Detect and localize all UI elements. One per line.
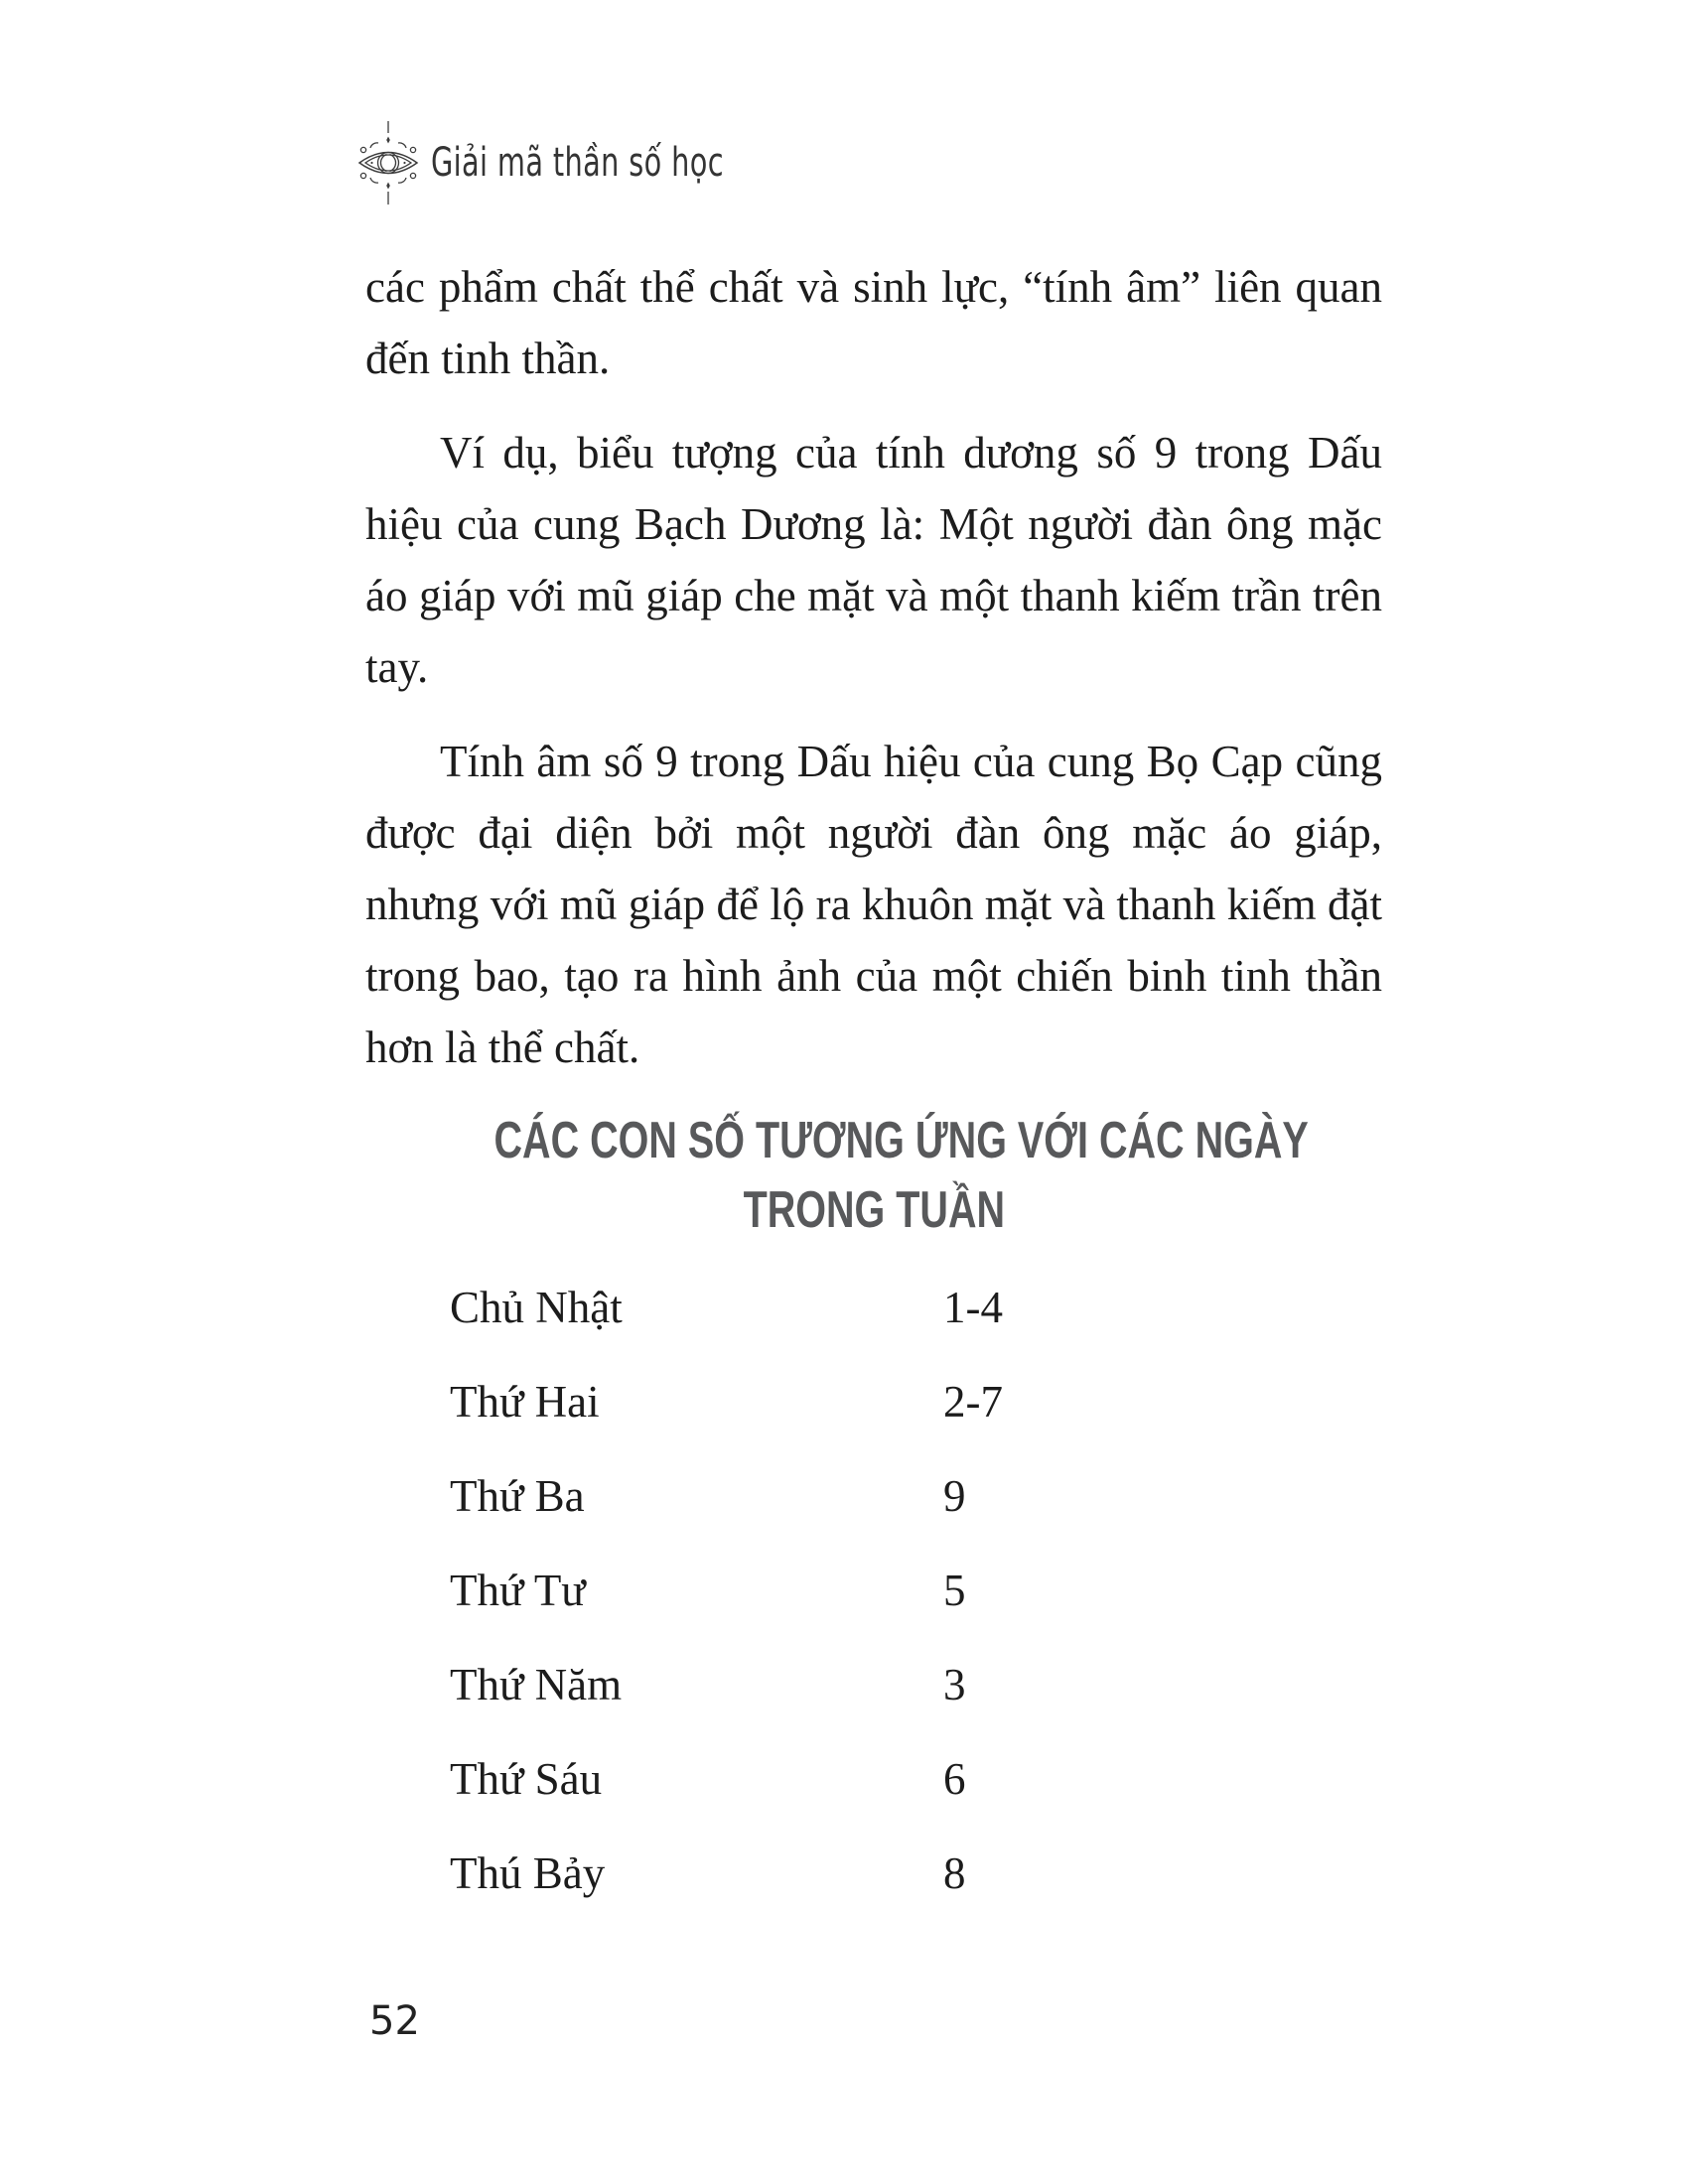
day-label: Thứ Sáu: [450, 1754, 603, 1804]
section-heading: [365, 1106, 1382, 1245]
day-label: Thứ Tư: [450, 1566, 586, 1615]
day-label: Thứ Ba: [450, 1471, 585, 1521]
day-numbers: 2-7: [943, 1377, 1003, 1427]
day-numbers: 9: [943, 1471, 966, 1521]
day-label: Thứ Năm: [450, 1660, 623, 1709]
table-row: [450, 1261, 1382, 1355]
page-number: 52: [369, 1998, 420, 2044]
section-heading-line-1: CÁC CON SỐ TƯƠNG ỨNG VỚI CÁC NGÀY: [493, 1112, 1309, 1169]
table-row: [450, 1355, 1382, 1449]
table-row: [450, 1732, 1382, 1827]
day-numbers: 5: [943, 1566, 966, 1615]
paragraph-2: Ví dụ, biểu tượng của tính dương số 9 trong Dấu hiệu của cung Bạch Dương là: Một người đàn ông mặc áo giáp với mũ giáp che mặt và một thanh kiếm trần trên tay.: [365, 428, 1382, 692]
table-row: [450, 1827, 1382, 1921]
paragraph-1: các phẩm chất thể chất và sinh lực, “tính âm” liên quan đến tinh thần.: [365, 262, 1382, 383]
weekday-number-table: [450, 1261, 1382, 1921]
paragraph-3: Tính âm số 9 trong Dấu hiệu của cung Bọ Cạp cũng được đại diện bởi một người đàn ông mặc áo giáp, nhưng với mũ giáp để lộ ra khuôn mặt và thanh kiếm đặt trong bao, tạo ra hình ảnh của một chiến binh tinh thần hơn là thể chất.: [365, 737, 1382, 1072]
page-content: [365, 251, 1382, 1921]
table-row: [450, 1544, 1382, 1638]
day-numbers: 3: [943, 1660, 966, 1709]
table-row: [450, 1638, 1382, 1732]
day-numbers: 6: [943, 1754, 966, 1804]
table-row: [450, 1449, 1382, 1544]
mystic-eye-icon: [357, 121, 419, 205]
day-label: Thú Bảy: [450, 1848, 606, 1898]
day-label: Chủ Nhật: [450, 1283, 623, 1332]
day-label: Thứ Hai: [450, 1377, 600, 1427]
day-numbers: 8: [943, 1848, 966, 1898]
day-numbers: 1-4: [943, 1283, 1003, 1332]
page-header: [357, 121, 838, 205]
section-heading-line-2: TRONG TUẦN: [743, 1181, 1005, 1239]
header-title: Giải mã thần số học: [431, 140, 724, 186]
